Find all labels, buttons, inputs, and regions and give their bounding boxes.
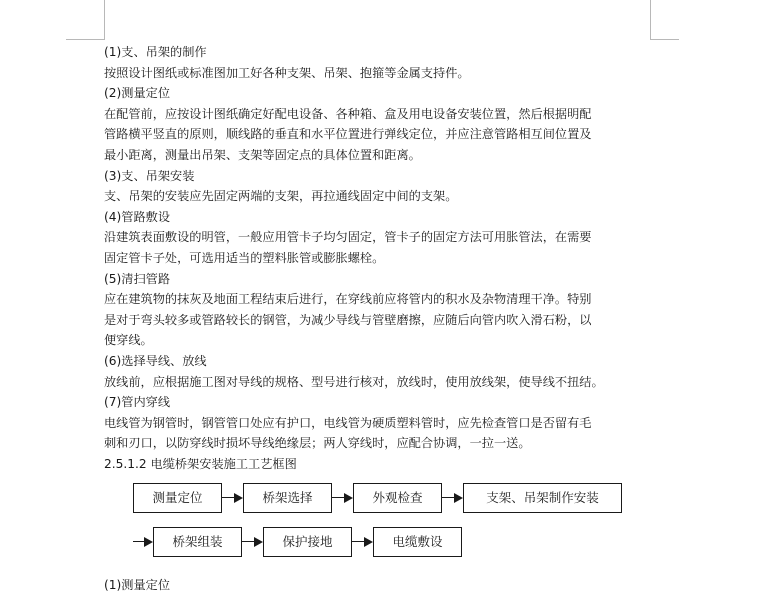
flow-step-tray-selection: 桥架选择	[243, 483, 332, 513]
section-heading-5: (5)清扫管路	[104, 271, 171, 286]
flow-arrow-icon	[332, 493, 353, 503]
paragraph-line: 电线管为钢管时，钢管管口处应有护口，电线管为硬质塑料管时，应先检查管口是否留有毛	[104, 415, 592, 430]
paragraph-line: 沿建筑表面敷设的明管，一般应用管卡子均匀固定，管卡子的固定方法可用胀管法，在需要	[104, 230, 592, 245]
paragraph-line: 在配管前，应按设计图纸确定好配电设备、各种箱、盒及用电设备安装位置，然后根据明配	[104, 106, 592, 121]
flow-arrow-icon	[352, 537, 373, 547]
section-heading-6: (6)选择导线、放线	[104, 353, 207, 368]
page-margin-mark-left	[66, 0, 105, 40]
subsection-title: 2.5.1.2 电缆桥架安装施工工艺框图	[104, 456, 297, 471]
flow-step-cable-laying: 电缆敷设	[373, 527, 462, 557]
section-heading-1: (1)支、吊架的制作	[104, 45, 207, 59]
paragraph-line: 应在建筑物的抹灰及地面工程结束后进行，在穿线前应将管内的积水及杂物清理干净。特别	[104, 292, 592, 307]
section-heading-7: (7)管内穿线	[104, 395, 171, 410]
flow-step-tray-assembly: 桥架组装	[153, 527, 242, 557]
flow-arrow-icon	[133, 537, 153, 547]
paragraph-line: 按照设计图纸或标准图加工好各种支架、吊架、抱箍等金属支持件。	[104, 65, 470, 80]
paragraph-line: 便穿线。	[104, 333, 153, 348]
section-heading-2: (2)测量定位	[104, 86, 171, 101]
page-margin-mark-right	[650, 0, 679, 40]
paragraph-line: 放线前，应根据施工图对导线的规格、型号进行核对，放线时，使用放线架，使导线不扭结。	[104, 374, 604, 389]
section-heading-3: (3)支、吊架安装	[104, 168, 195, 183]
paragraph-line: 是对于弯头较多或管路较长的钢管，为减少导线与管壁磨擦，应随后向管内吹入滑石粉，以	[104, 312, 592, 327]
flow-step-visual-inspection: 外观检查	[353, 483, 442, 513]
section-heading-4: (4)管路敷设	[104, 209, 171, 224]
flow-step-survey: 测量定位	[133, 483, 222, 513]
paragraph-line: 固定管卡子处，可选用适当的塑料胀管或膨胀螺栓。	[104, 250, 385, 265]
flow-step-bracket-fabrication: 支架、吊架制作安装	[463, 483, 622, 513]
document-body	[104, 42, 664, 474]
section-heading-next: (1)测量定位	[104, 578, 171, 592]
paragraph-line: 最小距离，测量出吊架、支架等固定点的具体位置和距离。	[104, 147, 421, 162]
paragraph-line: 管路横平竖直的原则，顺线路的垂直和水平位置进行弹线定位，并应注意管路相互间位置及	[104, 127, 592, 142]
paragraph-line: 支、吊架的安装应先固定两端的支架，再拉通线固定中间的支架。	[104, 189, 458, 204]
flow-arrow-icon	[222, 493, 243, 503]
flow-arrow-icon	[242, 537, 263, 547]
paragraph-line: 刺和刃口，以防穿线时损坏导线绝缘层；两人穿线时，应配合协调，一拉一送。	[104, 436, 531, 451]
flow-step-grounding: 保护接地	[263, 527, 352, 557]
flow-arrow-icon	[442, 493, 463, 503]
